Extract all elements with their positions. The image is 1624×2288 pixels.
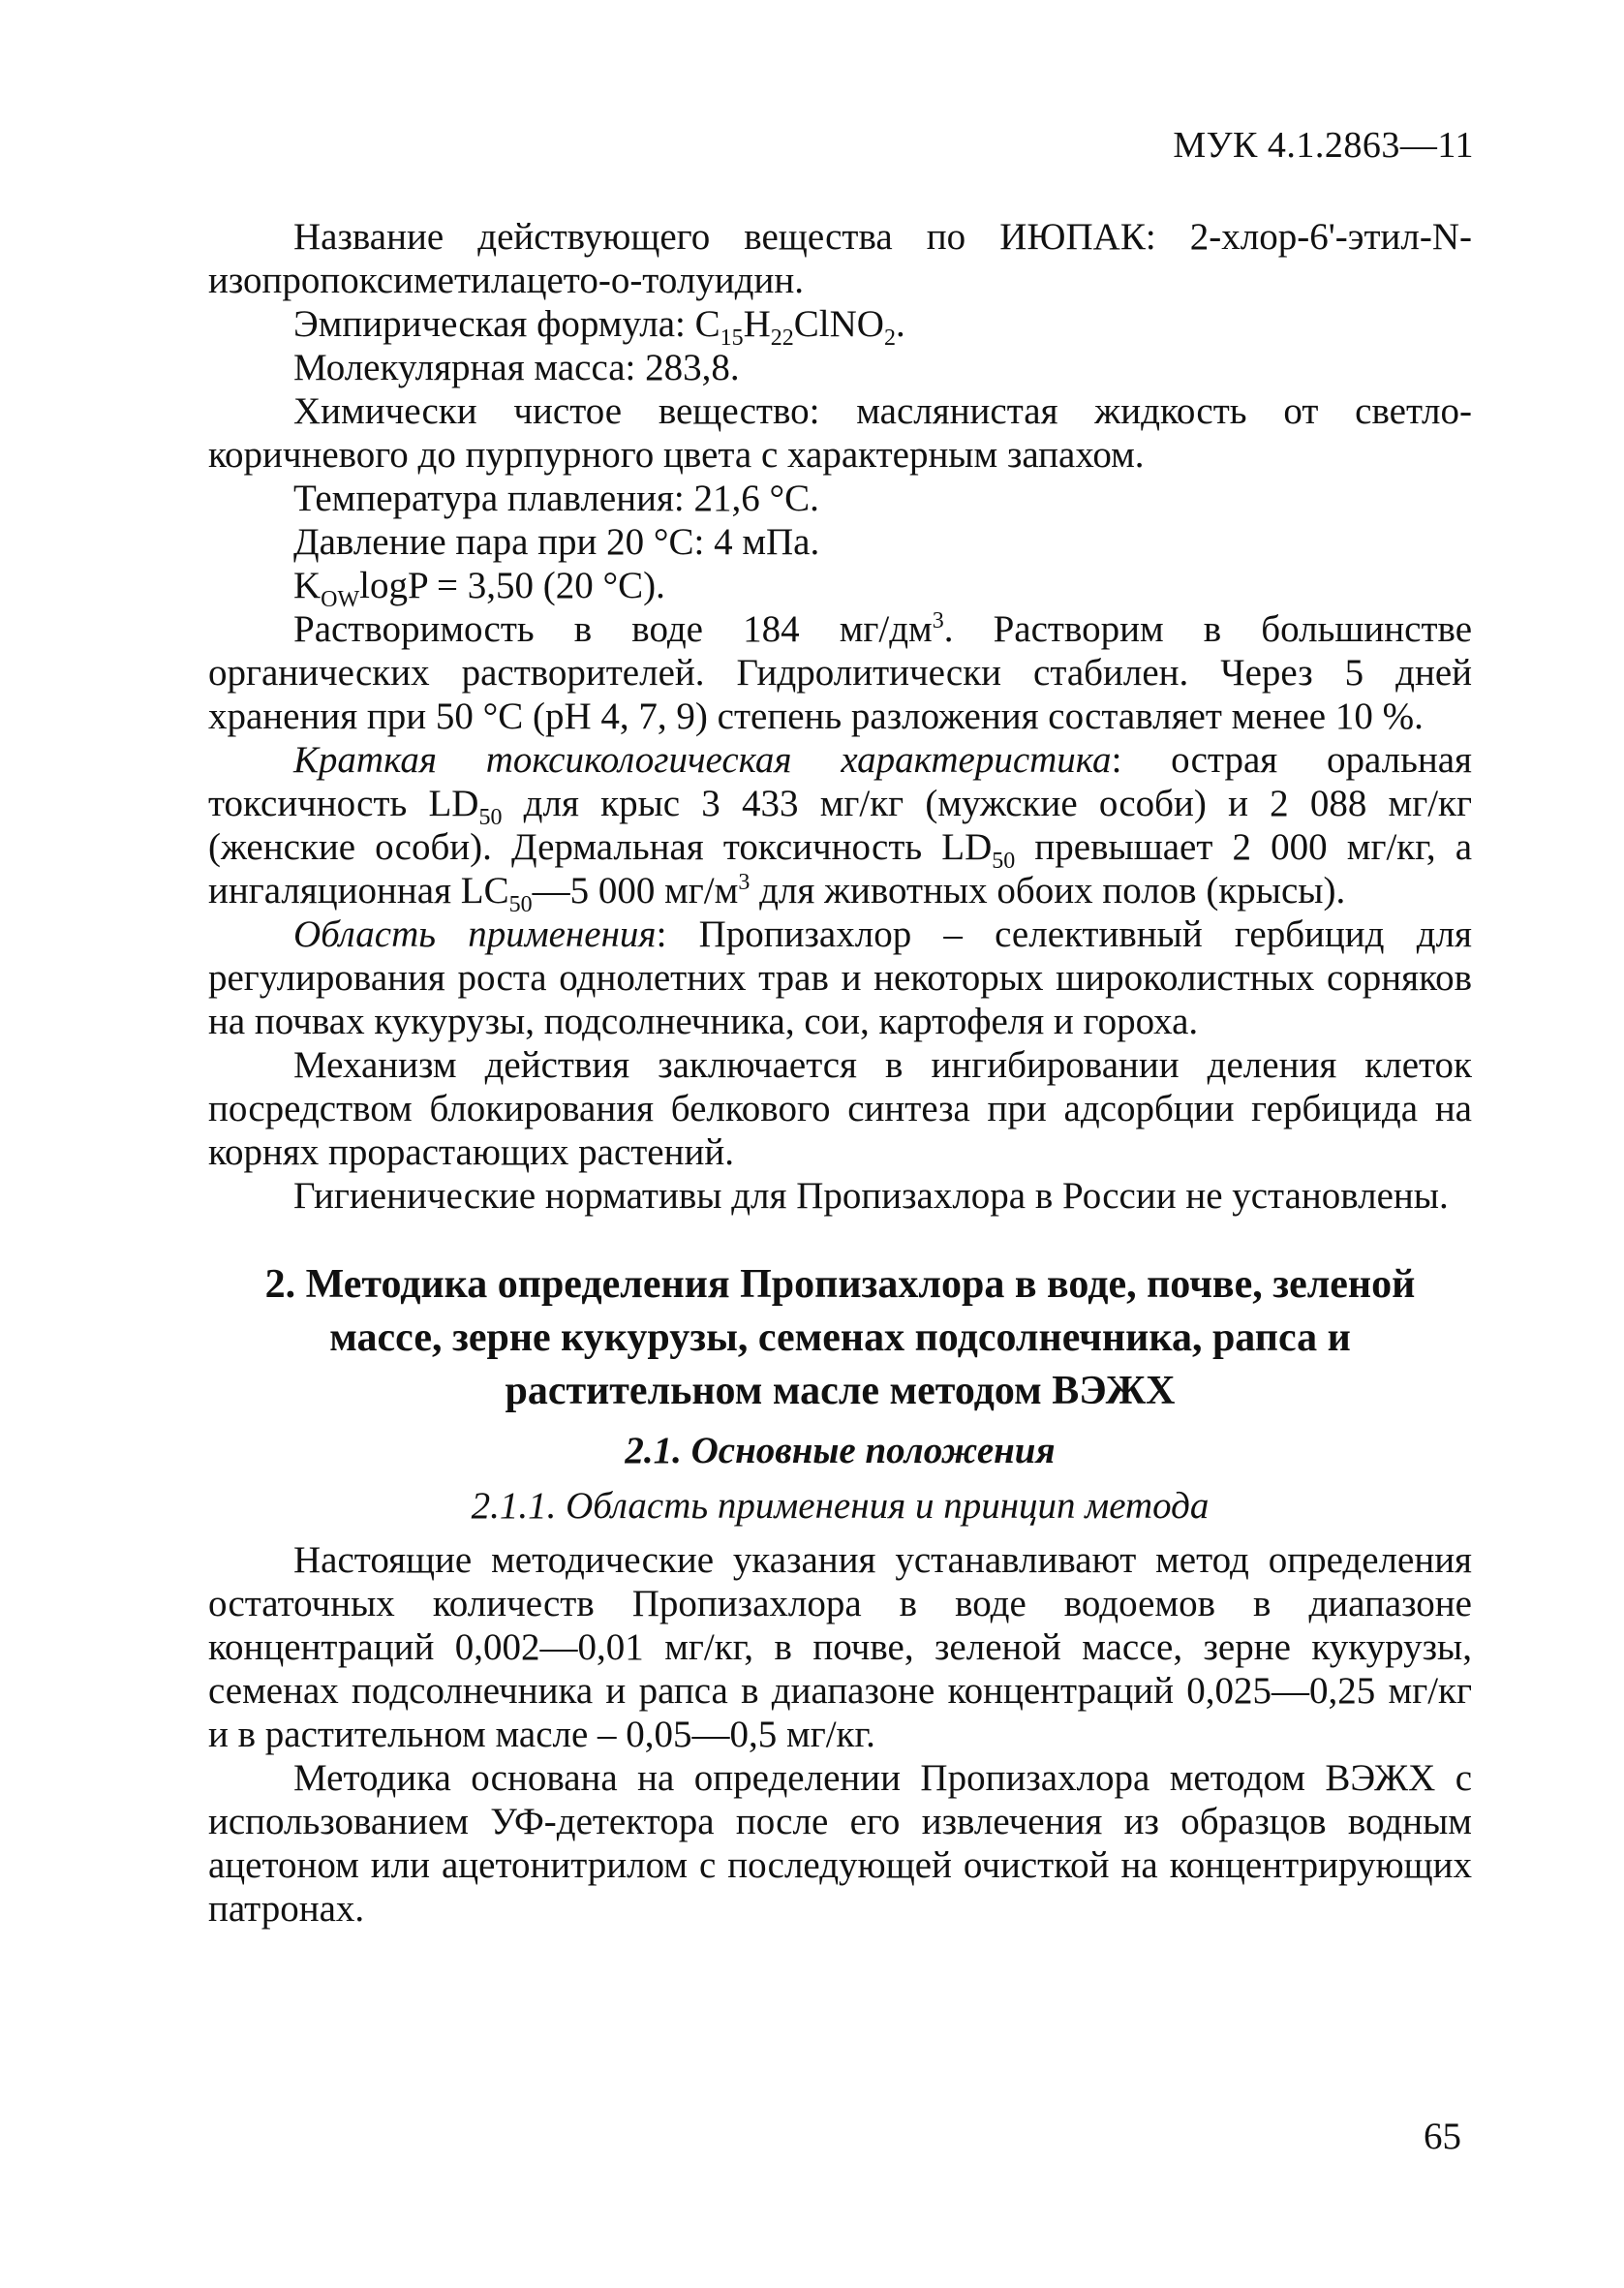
formula-label: Эмпирическая формула: xyxy=(293,303,695,345)
subsubsection-title: 2.1.1. Область применения и принцип метода xyxy=(471,1485,1210,1527)
tox-sub2: 50 xyxy=(992,848,1016,874)
solubility-sup: 3 xyxy=(932,608,944,634)
solubility-text-a: Растворимость в воде 184 мг/дм xyxy=(293,608,933,650)
formula-end: . xyxy=(895,303,905,345)
solubility-text-b: . Растворим в большинстве органических растворителей. Гидролитически стабилен. Через 5 дней хранения при 50 °С (pH 4, 7, 9) степень разложения составляет менее 10 %. xyxy=(208,608,1473,737)
scope-paragraph xyxy=(208,912,1472,1043)
mass-paragraph: Молекулярная масса: 283,8. xyxy=(293,347,740,388)
scope-text: : Пропизахлор – селективный гербицид для регулирования роста однолетних трав и некоторых широколистных сорняков на почвах кукурузы, подсолнечника, сои, картофеля и гороха. xyxy=(208,913,1472,1042)
melting-point-paragraph: Температура плавления: 21,6 °С. xyxy=(293,478,819,519)
tox-text-b: для крыс 3 433 мг/кг (мужские особи) и 2 088 мг/кг (женские особи). Дермальная токсичность LD xyxy=(208,783,1472,868)
formula-o-sub: 2 xyxy=(883,325,896,351)
subsection-title: 2.1. Основные положения xyxy=(625,1430,1056,1471)
tox-sup: 3 xyxy=(738,870,751,895)
page-body xyxy=(208,215,1472,1931)
tox-sub1: 50 xyxy=(478,804,503,830)
tox-text-d: —5 000 мг/м xyxy=(532,870,739,912)
vapor-pressure-paragraph: Давление пара при 20 °С: 4 мПа. xyxy=(293,521,820,563)
scope-label: Область применения xyxy=(293,913,657,955)
kow-sub: OW xyxy=(321,586,360,612)
formula-c-sub: 15 xyxy=(720,325,744,351)
kow-paragraph xyxy=(208,564,1472,612)
solubility-paragraph xyxy=(208,607,1472,738)
formula-h-sub: 22 xyxy=(770,325,794,351)
kow-k: K xyxy=(293,565,322,606)
hygiene-paragraph: Гигиенические нормативы для Пропизахлора в России не установлены. xyxy=(293,1175,1449,1217)
formula-paragraph xyxy=(208,302,1472,351)
iupac-paragraph: Название действующего вещества по ИЮПАК: 2-хлор-6'-этил-N-изопропоксиметилацето-о-толуидин. xyxy=(208,216,1472,301)
formula-h: H xyxy=(743,303,771,345)
tox-sub3: 50 xyxy=(508,891,533,917)
section-title: 2. Методика определения Пропизахлора в воде, почве, зеленой массе, зерне кукурузы, семенах подсолнечника, рапса и растительном масле методом ВЭЖХ xyxy=(264,1262,1416,1413)
tox-text-c: превышает 2 000 мг/кг, а ингаляционная LC xyxy=(208,826,1473,912)
toxicology-label: Краткая токсикологическая характеристика xyxy=(293,739,1112,781)
document-code-header: МУК 4.1.2863—11 xyxy=(1173,125,1474,166)
formula-mid: ClNO xyxy=(793,303,884,345)
mechanism-paragraph: Механизм действия заключается в ингибировании деления клеток посредством блокирования белкового синтеза при адсорбции гербицида на корнях прорастающих растений. xyxy=(208,1044,1472,1173)
kow-rest: logP = 3,50 (20 °C). xyxy=(359,565,665,606)
method-scope-paragraph: Настоящие методические указания устанавливают метод определения остаточных количеств Пропизахлора в воде водоемов в диапазоне концентраций 0,002—0,01 мг/кг, в почве, зеленой массе, зерне кукурузы, семенах подсолнечника и рапса в диапазоне концентраций 0,025—0,25 мг/кг и в растительном масле – 0,05—0,5 мг/кг. xyxy=(208,1539,1472,1755)
tox-text-e: для животных обоих полов (крысы). xyxy=(750,870,1346,912)
method-principle-paragraph: Методика основана на определении Пропизахлора методом ВЭЖХ с использованием УФ-детектора после его извлечения из образцов водным ацетоном или ацетонитрилом с последующей очисткой на концентрирующих патронах. xyxy=(208,1757,1472,1930)
pure-substance-paragraph: Химически чистое вещество: маслянистая жидкость от светло-коричневого до пурпурного цвета с характерным запахом. xyxy=(208,390,1472,476)
page-number: 65 xyxy=(1424,2116,1461,2157)
formula-c: C xyxy=(694,303,720,345)
toxicology-paragraph xyxy=(208,738,1473,917)
tox-text-a: : острая оральная токсичность LD xyxy=(208,739,1472,824)
